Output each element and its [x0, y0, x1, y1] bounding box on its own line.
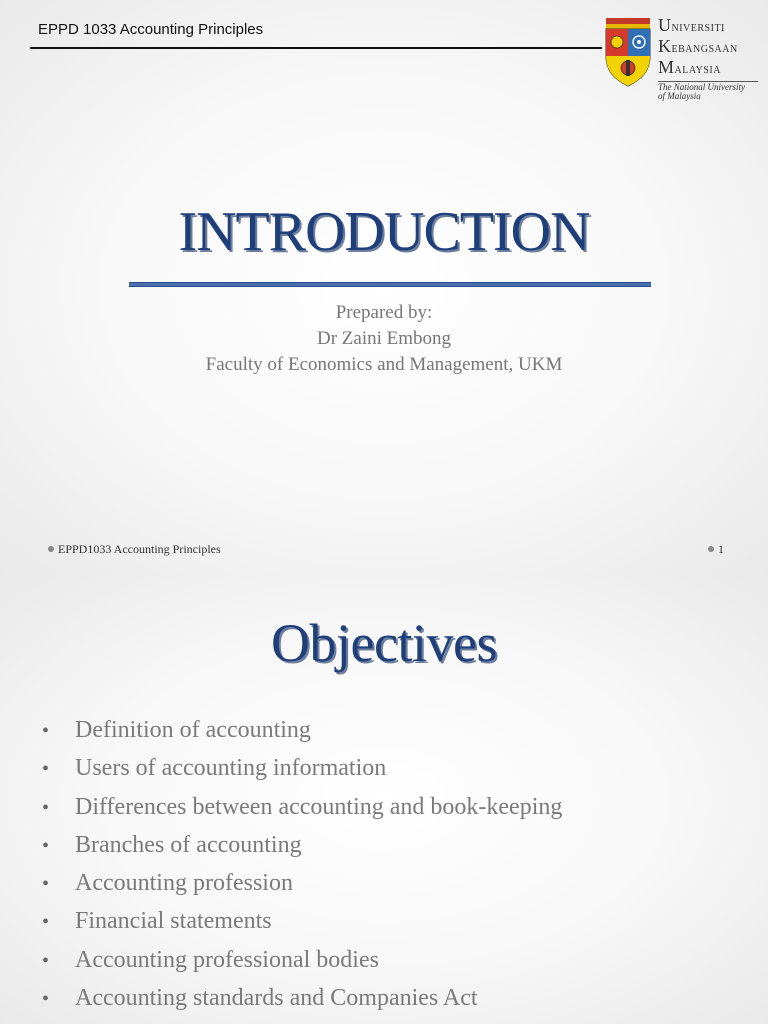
list-item [42, 980, 562, 1018]
list-item-text: Users of accounting information [75, 755, 387, 782]
list-item [42, 942, 562, 980]
list-item-text: Accounting professional bodies [75, 946, 379, 973]
objectives-list [42, 712, 562, 1018]
list-item-text: Accounting standards and Companies Act [75, 985, 478, 1012]
bullet-icon: • [42, 796, 50, 819]
credits-block [0, 300, 768, 378]
slide-objectives [0, 574, 768, 1024]
bullet-icon: • [42, 720, 50, 742]
list-item [42, 865, 562, 903]
bullet-icon: • [42, 873, 50, 896]
credits-faculty: Faculty of Economics and Management, UKM [205, 354, 563, 375]
header-divider [30, 47, 602, 49]
page-bullet-icon [708, 546, 714, 552]
university-crest-icon [602, 16, 654, 88]
slide-footer [48, 542, 221, 557]
list-item [42, 750, 562, 788]
logo-tagline-2: of Malaysia [658, 91, 701, 101]
bullet-icon: • [42, 911, 50, 934]
list-item-text: Branches of accounting [75, 831, 302, 858]
slide-number [708, 542, 724, 557]
list-item-text: Accounting profession [75, 870, 293, 897]
logo-tagline-1: The National University [658, 82, 745, 92]
list-item-text: Definition of accounting [75, 717, 311, 743]
footer-bullet-icon [48, 546, 54, 552]
list-item [42, 827, 562, 865]
list-item [42, 712, 562, 750]
list-item-text: Differences between accounting and book-keeping [75, 793, 563, 820]
list-item [42, 789, 562, 827]
list-item-text: Financial statements [75, 908, 272, 935]
objectives-title: Objectives [271, 613, 497, 673]
footer-course-label: EPPD1033 Accounting Principles [58, 542, 221, 556]
slide-title: INTRODUCTION [178, 201, 590, 263]
credits-prepared-by: Prepared by: [335, 302, 433, 323]
bullet-icon: • [42, 834, 50, 857]
logo-line-universiti: Universiti [658, 15, 725, 35]
bullet-icon: • [42, 988, 50, 1011]
university-logo [602, 15, 762, 101]
list-item [42, 903, 562, 941]
logo-line-malaysia: Malaysia [658, 57, 721, 77]
page-number: 1 [718, 542, 724, 556]
logo-line-kebangsaan: Kebangsaan [658, 36, 738, 56]
title-underline [129, 282, 651, 287]
bullet-icon: • [42, 758, 50, 781]
credits-author: Dr Zaini Embong [316, 328, 452, 349]
bullet-icon: • [42, 949, 50, 972]
course-header: EPPD 1033 Accounting Principles [38, 21, 264, 38]
